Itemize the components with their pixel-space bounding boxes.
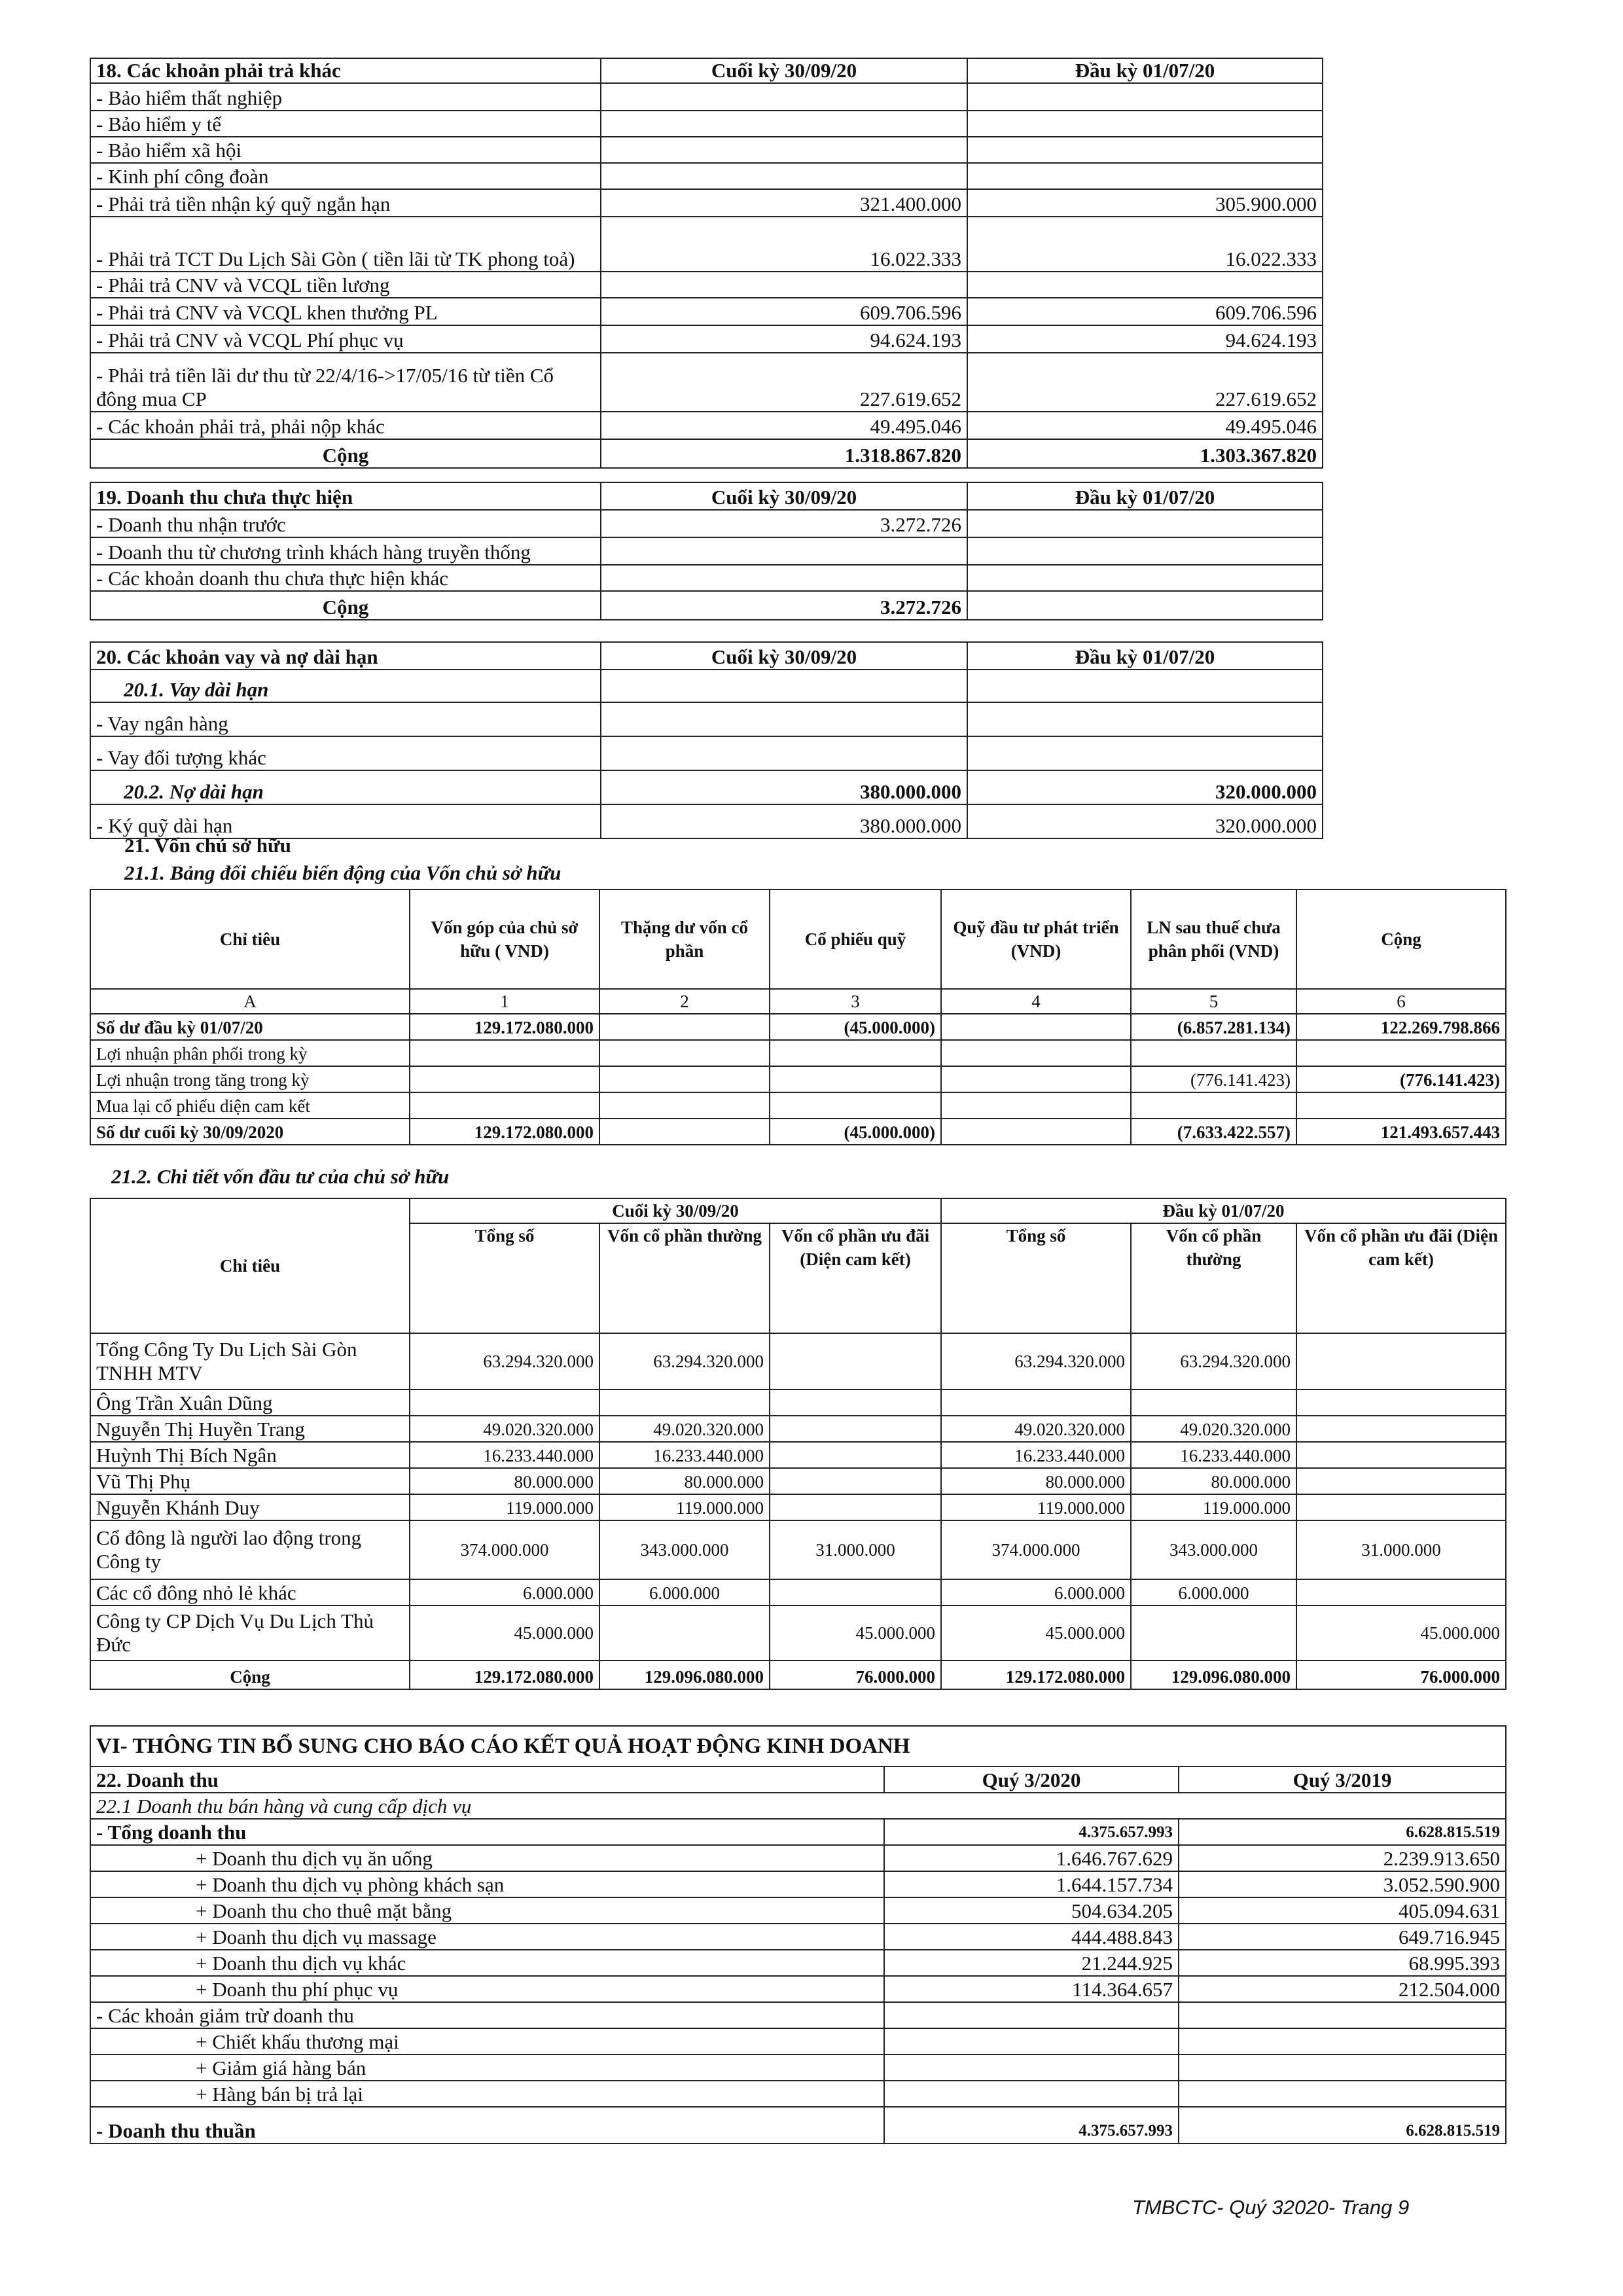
table-header <box>90 58 1323 83</box>
table-header <box>90 642 1323 670</box>
table-row: Lợi nhuận trong tăng trong kỳ (776.141.423) (776.141.423) <box>90 1066 1506 1092</box>
table-row: - Phải trả TCT Du Lịch Sài Gòn ( tiền lãi từ TK phong toả) 16.022.333 16.022.333 <box>90 217 1323 272</box>
table-row: + Doanh thu dịch vụ massage 444.488.843 649.716.945 <box>90 1924 1506 1950</box>
table-row: - Doanh thu từ chương trình khách hàng truyền thống <box>90 537 1323 565</box>
table-header: Chỉ tiêu Vốn góp của chủ sở hữu ( VND) Thặng dư vốn cổ phần Cổ phiếu quỹ Quỹ đầu tư phát triển (VND) LN sau thuế chưa phân phối (VND) Cộng <box>90 889 1506 989</box>
table-row: 20.1. Vay dài hạn <box>90 670 1323 702</box>
section-subtitle: 21.2. Chi tiết vốn đầu tư của chủ sở hữu <box>111 1165 450 1188</box>
table-row: Tổng Công Ty Du Lịch Sài Gòn TNHH MTV 63.294.320.000 63.294.320.000 63.294.320.000 63.294.320.000 <box>90 1333 1506 1390</box>
page-footer: TMBCTC- Quý 32020- Trang 9 <box>1132 2196 1410 2219</box>
total-row: Số dư cuối kỳ 30/09/2020 129.172.080.000 (45.000.000) (7.633.422.557) 121.493.657.443 <box>90 1119 1506 1145</box>
table-18 <box>90 58 1323 469</box>
table-row: 22.1 Doanh thu bán hàng và cung cấp dịch vụ <box>90 1793 1506 1819</box>
column-header: Cuối kỳ 30/09/20 <box>601 58 967 83</box>
table-21-1 <box>90 889 1507 1145</box>
table-row: - Phải trả CNV và VCQL tiền lương <box>90 272 1323 298</box>
table-row: - Phải trả CNV và VCQL khen thưởng PL 609.706.596 609.706.596 <box>90 298 1323 325</box>
table-row: - Phải trả CNV và VCQL Phí phục vụ 94.624.193 94.624.193 <box>90 325 1323 353</box>
table-header <box>90 1767 1506 1793</box>
table-row: + Doanh thu dịch vụ ăn uống 1.646.767.629 2.239.913.650 <box>90 1845 1506 1871</box>
table-row: - Vay ngân hàng <box>90 702 1323 736</box>
table-row: Lợi nhuận phân phối trong kỳ <box>90 1040 1506 1066</box>
section-header <box>90 1726 1506 1767</box>
table-header: Tổng số Vốn cổ phần thường Vốn cổ phần ưu đãi (Diện cam kết) Tổng số Vốn cổ phần thường Vốn cổ phần ưu đãi (Diện cam kết) <box>90 1223 1506 1333</box>
column-header: Quý 3/2020 <box>884 1767 1179 1793</box>
section-title: VI- THÔNG TIN BỔ SUNG CHO BÁO CÁO KẾT QUẢ HOẠT ĐỘNG KINH DOANH <box>90 1726 1506 1767</box>
table-row: Cổ đông là người lao động trong Công ty 374.000.000 343.000.000 31.000.000 374.000.000 343.000.000 31.000.000 <box>90 1520 1506 1579</box>
table-row: Số dư đầu kỳ 01/07/20 129.172.080.000 (45.000.000) (6.857.281.134) 122.269.798.866 <box>90 1014 1506 1040</box>
total-row: Cộng 1.318.867.820 1.303.367.820 <box>90 439 1323 468</box>
section-title: 21. Vốn chủ sở hữu <box>124 834 291 857</box>
table-row: Ông Trần Xuân Dũng <box>90 1390 1506 1416</box>
table-20 <box>90 641 1323 839</box>
table-row: Nguyễn Thị Huyền Trang 49.020.320.000 49.020.320.000 49.020.320.000 49.020.320.000 <box>90 1416 1506 1442</box>
table-row: - Doanh thu nhận trước 3.272.726 <box>90 510 1323 537</box>
table-header <box>90 482 1323 510</box>
table-row: + Giảm giá hàng bán <box>90 2054 1506 2081</box>
table-row: + Doanh thu dịch vụ phòng khách sạn 1.644.157.734 3.052.590.900 <box>90 1871 1506 1897</box>
table-row: Nguyễn Khánh Duy 119.000.000 119.000.000 119.000.000 119.000.000 <box>90 1494 1506 1520</box>
table-row: - Bảo hiểm xã hội <box>90 137 1323 163</box>
table-row: - Tổng doanh thu 4.375.657.993 6.628.815.519 <box>90 1819 1506 1845</box>
table-row: + Hàng bán bị trả lại <box>90 2081 1506 2107</box>
table-row: - Vay đối tượng khác <box>90 736 1323 770</box>
total-row: Cộng 129.172.080.000 129.096.080.000 76.000.000 129.172.080.000 129.096.080.000 76.000.000 <box>90 1660 1506 1689</box>
table-row: - Phải trả tiền nhận ký quỹ ngắn hạn 321.400.000 305.900.000 <box>90 189 1323 217</box>
table-row: - Bảo hiểm y tế <box>90 111 1323 137</box>
table-row: + Doanh thu dịch vụ khác 21.244.925 68.995.393 <box>90 1950 1506 1976</box>
column-header: Đầu kỳ 01/07/20 <box>967 482 1323 510</box>
table-title: 22. Doanh thu <box>90 1767 884 1793</box>
table-row: Công ty CP Dịch Vụ Du Lịch Thủ Đức 45.000.000 45.000.000 45.000.000 45.000.000 <box>90 1605 1506 1660</box>
table-row: + Doanh thu phí phục vụ 114.364.657 212.504.000 <box>90 1976 1506 2002</box>
table-21-2 <box>90 1198 1507 1690</box>
table-row: Vũ Thị Phụ 80.000.000 80.000.000 80.000.000 80.000.000 <box>90 1468 1506 1494</box>
table-row: A 1 2 3 4 5 6 <box>90 989 1506 1014</box>
table-title: 18. Các khoản phải trả khác <box>90 58 601 83</box>
table-row: Mua lại cổ phiếu diện cam kết <box>90 1092 1506 1119</box>
table-row: - Bảo hiểm thất nghiệp <box>90 83 1323 111</box>
table-header: Chỉ tiêu Cuối kỳ 30/09/20 Đầu kỳ 01/07/20 <box>90 1198 1506 1223</box>
table-row: - Các khoản phải trả, phải nộp khác 49.495.046 49.495.046 <box>90 412 1323 439</box>
total-row: - Doanh thu thuần 4.375.657.993 6.628.815.519 <box>90 2107 1506 2144</box>
table-row: Huỳnh Thị Bích Ngân 16.233.440.000 16.233.440.000 16.233.440.000 16.233.440.000 <box>90 1442 1506 1468</box>
column-header: Đầu kỳ 01/07/20 <box>967 642 1323 670</box>
table-row: - Các khoản doanh thu chưa thực hiện khác <box>90 565 1323 591</box>
column-header: Quý 3/2019 <box>1179 1767 1506 1793</box>
table-row: - Ký quỹ dài hạn 380.000.000 320.000.000 <box>90 804 1323 838</box>
table-title: 19. Doanh thu chưa thực hiện <box>90 482 601 510</box>
table-row: Các cổ đông nhỏ lẻ khác 6.000.000 6.000.000 6.000.000 6.000.000 <box>90 1579 1506 1605</box>
table-row: + Doanh thu cho thuê mặt bằng 504.634.205 405.094.631 <box>90 1897 1506 1924</box>
table-22 <box>90 1725 1507 2144</box>
section-subtitle: 21.1. Bảng đối chiếu biến động của Vốn chủ sở hữu <box>124 861 562 884</box>
table-19 <box>90 482 1323 620</box>
table-row: 20.2. Nợ dài hạn 380.000.000 320.000.000 <box>90 770 1323 804</box>
column-header: Đầu kỳ 01/07/20 <box>967 58 1323 83</box>
table-row: - Kinh phí công đoàn <box>90 163 1323 189</box>
table-row: - Các khoản giảm trừ doanh thu <box>90 2002 1506 2028</box>
table-title: 20. Các khoản vay và nợ dài hạn <box>90 642 601 670</box>
table-row: + Chiết khấu thương mại <box>90 2028 1506 2054</box>
table-row: - Phải trả tiền lãi dư thu từ 22/4/16->17/05/16 từ tiền Cổ đông mua CP 227.619.652 227.619.652 <box>90 353 1323 412</box>
column-header: Cuối kỳ 30/09/20 <box>601 482 967 510</box>
total-row: Cộng 3.272.726 <box>90 591 1323 620</box>
column-header: Cuối kỳ 30/09/20 <box>601 642 967 670</box>
